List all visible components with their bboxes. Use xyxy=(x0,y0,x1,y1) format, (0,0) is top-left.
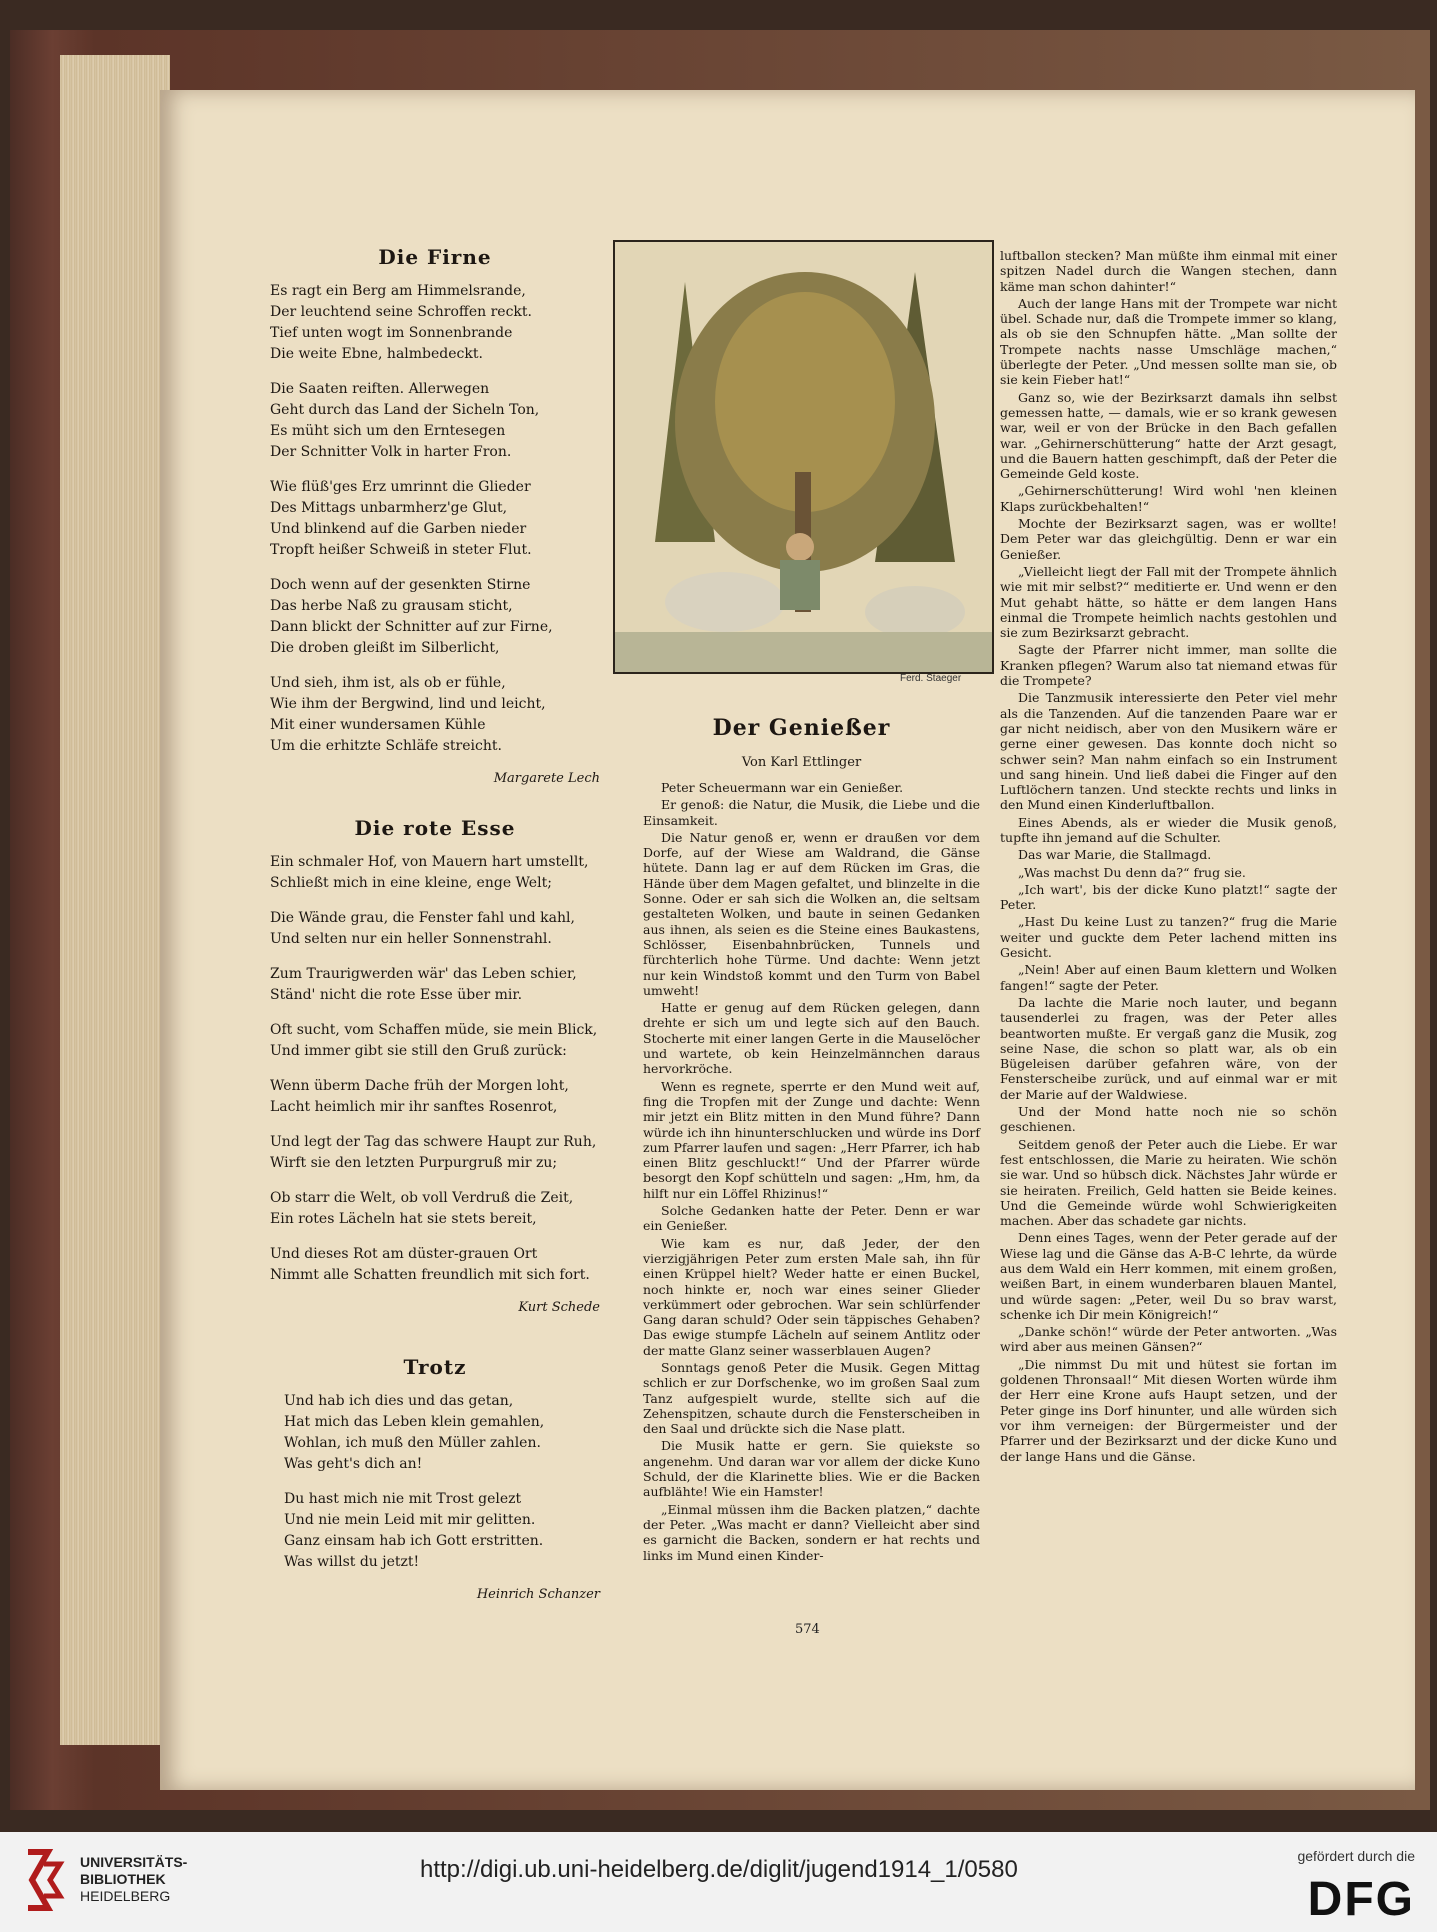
story-paragraph: „Die nimmst Du mit und hütest sie fortan im goldenen Thronsaal!“ Mit diesen Worten würde ihm der Herr eine Krone aufs Haupt setzen, und der Peter ginge ins Dorf hinunter, und alle würden sich vor ihm verneigen: der Bürgermeister und der Pfarrer und der Bezirksarzt und der dicke Kuno und der lange Hans und die Gänse. xyxy=(1000,1356,1337,1464)
poem-line: Das herbe Naß zu grausam sticht, xyxy=(270,598,513,614)
poem-line: Die Wände grau, die Fenster fahl und kahl, xyxy=(270,910,575,926)
poem-line: Und sieh, ihm ist, als ob er fühle, xyxy=(270,675,506,691)
story-paragraph: Die Musik hatte er gern. Sie quiekste so angenehm. Und daran war vor allem der dicke Kuno Schuld, der die Klarinette blies. Wie er die Backen aufblähte! Wie ein Hamster! xyxy=(643,1438,980,1500)
story-paragraph: Wie kam es nur, daß Jeder, der den vierzigjährigen Peter zum ersten Male sah, ihn für einen Krüppel hielt? Weder hatte er einen Buckel, noch hinkte er, noch war eines seiner Glieder verkümmert oder gebrochen. War sein schlürfender Gang daran schuld? Oder sein täppisches Gehaben? Das ewige stumpfe Lächeln auf seinem Antlitz oder der matte Glanz seiner wasserblauen Augen? xyxy=(643,1235,980,1358)
poem-line: Des Mittags unbarmherz'ge Glut, xyxy=(270,500,508,516)
poem-author: Kurt Schede xyxy=(518,1300,600,1315)
poem xyxy=(270,245,600,786)
story-paragraph: „Einmal müssen ihm die Backen platzen,“ dachte der Peter. „Was macht er dann? Vielleicht aber sind es garnicht die Backen, sondern er hat rechts und links im Mund einen Kinder- xyxy=(643,1501,980,1563)
poem-line: Wenn überm Dache früh der Morgen loht, xyxy=(270,1078,569,1094)
poem-title: Die rote Esse xyxy=(354,816,516,840)
poem-line: Es müht sich um den Erntesegen xyxy=(270,423,506,439)
poem-line: Ein rotes Lächeln hat sie stets bereit, xyxy=(270,1211,537,1227)
poem-line: Lacht heimlich mir ihr sanftes Rosenrot, xyxy=(270,1099,558,1115)
story-column-2 xyxy=(1000,248,1337,1466)
poem-line: Zum Traurigwerden wär' das Leben schier, xyxy=(270,966,577,982)
poem-line: Und immer gibt sie still den Gruß zurück: xyxy=(270,1043,567,1059)
story-paragraph: Auch der lange Hans mit der Trompete war nicht übel. Schade nur, daß die Trompete immer so klang, als ob sie den Schnupfen hätte. „Man sollte der Trompete nachts nasse Umschläge machen,“ überlegte der Peter. „Und messen sollte man sie, ob sie kein Fieber hat!“ xyxy=(1000,295,1337,388)
library-name-line-2: BIBLIOTHEK xyxy=(80,1871,166,1887)
footer-bar xyxy=(0,1832,1437,1932)
library-name-line-1: UNIVERSITÄTS- xyxy=(80,1854,188,1870)
poem-title: Trotz xyxy=(403,1355,467,1379)
poem-line: Mit einer wundersamen Kühle xyxy=(270,717,486,733)
stanza xyxy=(270,852,600,894)
poem-line: Schließt mich in eine kleine, enge Welt; xyxy=(270,875,552,891)
story-paragraph: Das war Marie, die Stallmagd. xyxy=(1018,847,1212,863)
funding-label: gefördert durch die xyxy=(1297,1848,1415,1864)
stanza xyxy=(270,1244,600,1286)
story-paragraph: Er genoß: die Natur, die Musik, die Liebe und die Einsamkeit. xyxy=(643,797,980,828)
poem-line: Oft sucht, vom Schaffen müde, sie mein Blick, xyxy=(270,1022,598,1038)
page-edges xyxy=(60,55,170,1745)
stanza xyxy=(270,1188,600,1230)
poem-author: Margarete Lech xyxy=(493,771,600,786)
poem-line: Ständ' nicht die rote Esse über mir. xyxy=(270,987,523,1003)
story-paragraph: „Nein! Aber auf einen Baum klettern und Wolken fangen!“ sagte der Peter. xyxy=(1000,962,1337,993)
story-paragraph: Die Tanzmusik interessierte den Peter viel mehr als die Tanzenden. Auf die tanzenden Paare war er gar nicht neidisch, aber von den Musikern wäre er gerne einer gewesen. Das konnte doch nicht so schwer sein? Man nahm einfach so ein Instrument und sang hinein. Und ließ dabei die Finger auf den Luftlöchern tanzen. Und steckte rechts und links in den Mund einen Kinderluftballon. xyxy=(1000,690,1337,813)
story-column-1 xyxy=(643,780,980,1565)
stanza xyxy=(270,1391,600,1475)
story-paragraph: „Ich wart', bis der dicke Kuno platzt!“ sagte der Peter. xyxy=(1000,881,1337,913)
poem-line: Ganz einsam hab ich Gott erstritten. xyxy=(284,1533,544,1549)
poem-line: Wohlan, ich muß den Müller zahlen. xyxy=(284,1435,541,1451)
poem-line: Und legt der Tag das schwere Haupt zur Ruh, xyxy=(270,1134,597,1150)
story-paragraph: Eines Abends, als er wieder die Musik genoß, tupfte ihn jemand auf die Schulter. xyxy=(1000,814,1337,845)
story-paragraph: Wenn es regnete, sperrte er den Mund weit auf, fing die Tropfen mit der Zunge und dachte: Wenn mir jetzt ein Blitz mitten in den Mund führe? Dann würde ich ihn hinunterschlucken und würde ins Dorf zum Pfarrer laufen und sagen: „Herr Pfarrer, ich hab einen Blitz geschluckt!“ Und der Pfarrer würde besorgt den Kopf schütteln und sagen: „Hm, hm, da hilft nur ein Löffel Rhizinus!“ xyxy=(643,1078,980,1201)
stanza xyxy=(270,281,600,365)
story-title: Der Genießer xyxy=(712,715,891,741)
stanza xyxy=(270,477,600,561)
university-library-logo-icon xyxy=(20,1844,68,1916)
story-paragraph: Da lachte die Marie noch lauter, und begann tausenderlei zu fragen, was der Peter alles beantworten mußte. Er vergaß ganz die Musik, zog seine Nase, die schon so platt war, als ob ein Bügeleisen darüber gefahren wäre, von der Fensterscheibe zurück, und auf einmal war er mit der Marie auf der Waldwiese. xyxy=(1000,994,1337,1102)
story-paragraph: Ganz so, wie der Bezirksarzt damals ihn selbst gemessen hatte, — damals, wie er so krank gewesen war, weil er von der Brücke in den Bach gefallen war. „Gehirnerschütterung“ hatte der Arzt gesagt, und die Bauern hatten geschimpft, daß der Peter die Gemeinde Geld koste. xyxy=(1000,389,1337,482)
poem-line: Um die erhitzte Schläfe streicht. xyxy=(270,738,502,754)
poem-line: Wirft sie den letzten Purpurgruß mir zu; xyxy=(270,1155,558,1171)
poem-line: Hat mich das Leben klein gemahlen, xyxy=(284,1414,545,1430)
story-paragraph: Und der Mond hatte noch nie so schön geschienen. xyxy=(1000,1104,1337,1135)
page-number: 574 xyxy=(795,1622,820,1637)
poem xyxy=(270,1355,600,1602)
story-paragraph: Peter Scheuermann war ein Genießer. xyxy=(661,780,904,795)
poem-line: Geht durch das Land der Sicheln Ton, xyxy=(270,402,540,418)
story-paragraph: „Hast Du keine Lust zu tanzen?“ frug die Marie weiter und guckte dem Peter lachend mitten ins Gesicht. xyxy=(1000,914,1337,961)
story-paragraph: „Vielleicht liegt der Fall mit der Trompete ähnlich wie mit mir selbst?“ meditierte er. Und wenn er den Mut gehabt hätte, so hätte er dem langen Hans einmal die Trompete heimlich nachts gestohlen und sie zum Bezirksarzt gebracht. xyxy=(1000,563,1337,641)
poem-line: Nimmt alle Schatten freundlich mit sich fort. xyxy=(270,1267,590,1283)
story-paragraph: Sagte der Pfarrer nicht immer, man sollte die Kranken pflegen? Warum also tat niemand etwas für die Trompete? xyxy=(1000,642,1337,689)
story-paragraph: „Gehirnerschütterung! Wird wohl 'nen kleinen Klaps zurückbehalten!“ xyxy=(1000,483,1337,514)
poem-line: Du hast mich nie mit Trost gelezt xyxy=(284,1491,522,1507)
poem-title: Die Firne xyxy=(378,245,492,269)
poems-column xyxy=(270,245,600,1612)
illustration xyxy=(613,240,994,674)
poem xyxy=(270,816,600,1315)
poem-line: Was geht's dich an! xyxy=(284,1456,423,1472)
library-name-line-3: HEIDELBERG xyxy=(80,1888,171,1904)
library-name xyxy=(80,1854,187,1905)
story-paragraph: Hatte er genug auf dem Rücken gelegen, dann drehte er sich um und legte sich auf den Bauch. Stocherte mit einer langen Gerte in die Mauselöcher und wartete, ob kein Heinzelmännchen daraus hervorkröche. xyxy=(643,1000,980,1077)
poem-line: Und hab ich dies und das getan, xyxy=(284,1393,514,1409)
poem-line: Der Schnitter Volk in harter Fron. xyxy=(270,444,512,460)
poem-line: Was willst du jetzt! xyxy=(284,1554,420,1570)
stanza xyxy=(270,1020,600,1062)
story-paragraph: Denn eines Tages, wenn der Peter gerade auf der Wiese lag und die Gänse das A-B-C lehrte, da würde aus dem Wald ein Herr kommen, mit einem großen, weißen Bart, in einem wunderbaren blauen Mantel, und würde sagen: „Peter, weil Du so brav warst, schenke ich Dir mein Königreich!“ xyxy=(1000,1230,1337,1322)
stanza xyxy=(270,1132,600,1174)
story-paragraph: „Was machst Du denn da?“ frug sie. xyxy=(1018,864,1246,880)
story-paragraph: Solche Gedanken hatte der Peter. Denn er war ein Genießer. xyxy=(643,1203,980,1234)
poem-line: Die Saaten reiften. Allerwegen xyxy=(270,381,490,397)
story-paragraph: „Danke schön!“ würde der Peter antworten. „Was wird aber aus meinen Gänsen?“ xyxy=(1000,1324,1337,1355)
poem-line: Ob starr die Welt, ob voll Verdruß die Zeit, xyxy=(270,1190,574,1206)
poem-author: Heinrich Schanzer xyxy=(476,1587,600,1602)
story-paragraph: Sonntags genoß Peter die Musik. Gegen Mittag schlich er zur Dorfschenke, wo im großen Saal zum Tanz aufgespielt wurde, stellte sich auf die Zehenspitzen, schaute durch die Fensterscheiben in den Saal und drückte sich die Nase platt. xyxy=(643,1359,980,1437)
stanza xyxy=(270,964,600,1006)
illustration-drawing xyxy=(615,242,992,672)
stanza xyxy=(270,379,600,463)
poem-line: Tropft heißer Schweiß in steter Flut. xyxy=(270,542,532,558)
stanza xyxy=(270,673,600,757)
stanza xyxy=(270,1076,600,1118)
poem-line: Und selten nur ein heller Sonnenstrahl. xyxy=(270,931,552,947)
story-paragraph: luftballon stecken? Man müßte ihm einmal mit einer spitzen Nadel durch die Wangen stechen, dann käme man schon dahinter!“ xyxy=(1000,248,1337,294)
poem-line: Und blinkend auf die Garben nieder xyxy=(270,521,527,537)
poem-line: Doch wenn auf der gesenkten Stirne xyxy=(270,577,531,593)
stanza xyxy=(270,575,600,659)
page-url[interactable]: http://digi.ub.uni-heidelberg.de/diglit/jugend1914_1/0580 xyxy=(420,1856,1018,1883)
poem-line: Die weite Ebne, halmbedeckt. xyxy=(270,346,483,362)
stanza xyxy=(270,1489,600,1573)
dfg-logo: DFG xyxy=(1307,1873,1415,1926)
poem-line: Und nie mein Leid mit mir gelitten. xyxy=(284,1512,536,1528)
poem-line: Tief unten wogt im Sonnenbrande xyxy=(270,325,513,341)
story-paragraph: Mochte der Bezirksarzt sagen, was er wollte! Dem Peter war das gleichgültig. Denn er war ein Genießer. xyxy=(1000,516,1337,562)
story-author: Von Karl Ettlinger xyxy=(741,755,862,770)
poem-line: Der leuchtend seine Schroffen reckt. xyxy=(270,304,532,320)
poem-line: Ein schmaler Hof, von Mauern hart umstellt, xyxy=(270,854,589,870)
poem-line: Die droben gleißt im Silberlicht, xyxy=(270,640,500,656)
stanza xyxy=(270,908,600,950)
poem-line: Wie flüß'ges Erz umrinnt die Glieder xyxy=(270,479,531,495)
poem-line: Wie ihm der Bergwind, lind und leicht, xyxy=(270,696,546,712)
poem-line: Und dieses Rot am düster-grauen Ort xyxy=(270,1246,538,1262)
story-paragraph: Die Natur genoß er, wenn er draußen vor dem Dorfe, auf der Wiese am Waldrand, die Gänse hütete. Dann lag er auf dem Rücken im Gras, die Hände über dem Magen gefaltet, und blinzelte in die Sonne. Oder er sah sich die Wolken an, die seltsam gestalteten Wolken, und baute in seinen Gedanken aus ihnen, als seien es die Steine eines Baukastens, Schlösser, Eisenbahnbrücken, Tunnels und fürchterlich hohe Türme. Und dachte: Wenn jetzt nur kein Windstoß kommt und den Turm von Babel umweht! xyxy=(643,829,980,998)
poem-line: Dann blickt der Schnitter auf zur Firne, xyxy=(270,619,553,635)
poem-line: Es ragt ein Berg am Himmelsrande, xyxy=(270,283,526,299)
illustration-caption: Ferd. Staeger xyxy=(900,673,962,684)
story-paragraph: Seitdem genoß der Peter auch die Liebe. Er war fest entschlossen, die Marie zu heiraten. Wie schön sie war. Und so hübsch dick. Nächstes Jahr würde er sie heiraten. Freilich, Geld hatten sie Beide keines. Und die Gemeinde würde wohl Schwierigkeiten machen. Aber das schadete gar nichts. xyxy=(1000,1136,1337,1229)
